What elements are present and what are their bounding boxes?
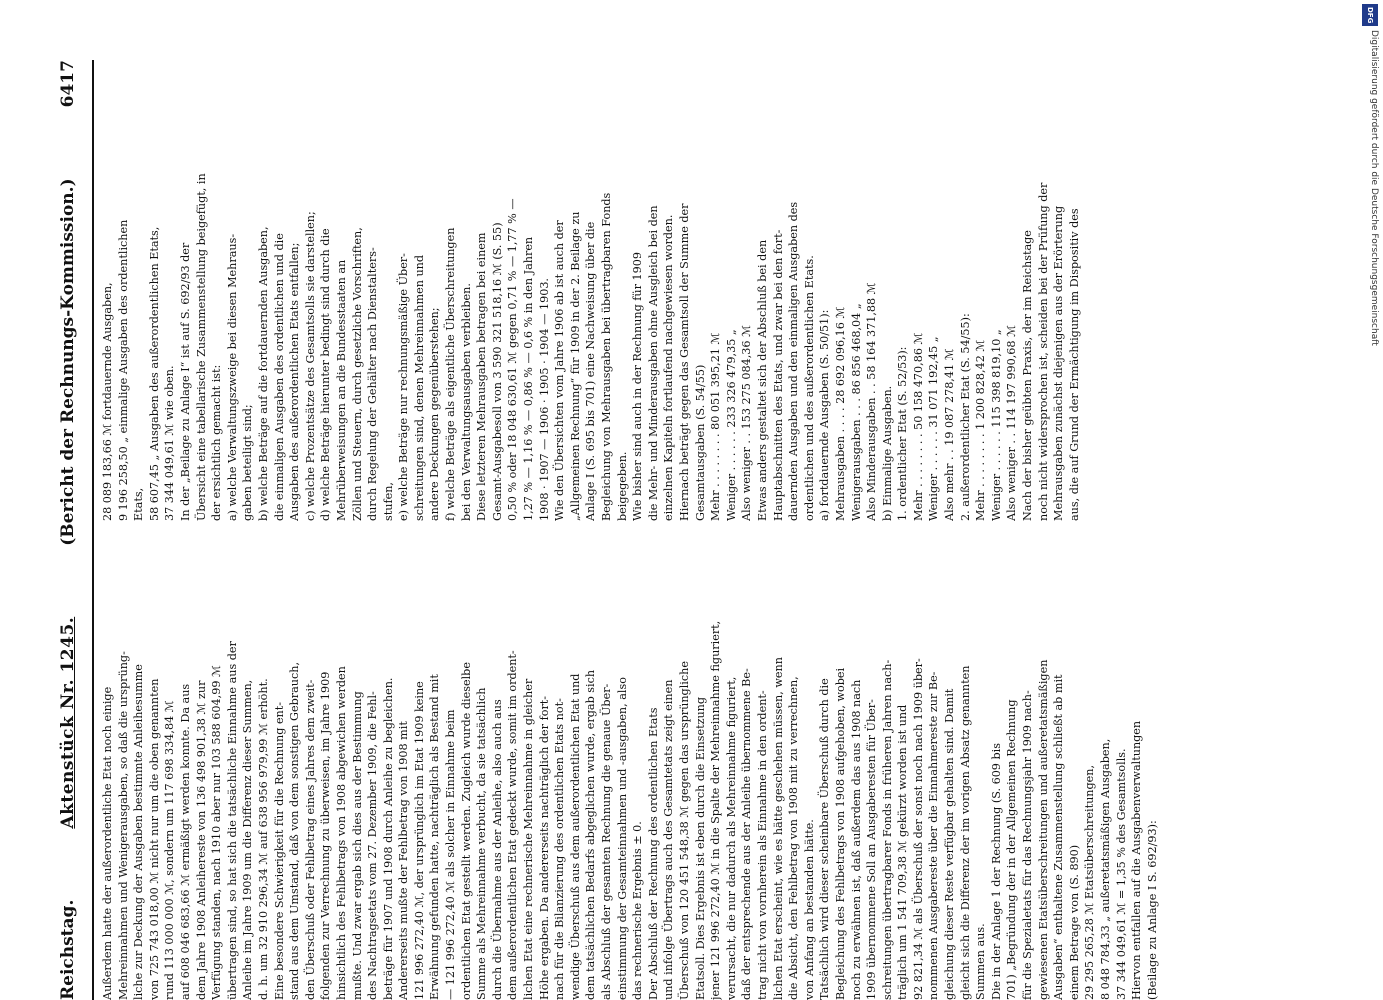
text-line: „Allgemeinen Rechnung“ für 1909 in der 2. Beilage zu bbox=[568, 211, 582, 521]
text-line: b) Einmalige Ausgaben. bbox=[880, 385, 894, 521]
text-line: lichen Etat erscheint, wie es hätte geschehen müssen, wenn bbox=[771, 657, 785, 1000]
page-header bbox=[58, 60, 94, 1000]
text-line: Weniger . . . . . . 31 071 192,45 „ bbox=[927, 336, 941, 521]
text-line: 8 048 784,33 „ außeretatsmäßigen Ausgaben, bbox=[1099, 738, 1112, 1000]
text-line: Anlage I (S. 695 bis 701) eine Nachweisung über die bbox=[584, 221, 598, 521]
text-line: den Überschuß oder Fehlbetrag eines Jahres dem zweit- bbox=[303, 679, 317, 1000]
text-line: wendige Überschuß aus dem außerordentlichen Etat und bbox=[568, 673, 582, 1000]
text-line: rund 113 000 000 ℳ, sondern um 117 698 334,84 ℳ bbox=[163, 700, 177, 1000]
text-line: Eine besondere Schwierigkeit für die Rechnung ent- bbox=[272, 701, 286, 1000]
text-line: einstimmung der Gesamteinnahmen und -ausgaben, also bbox=[615, 677, 629, 1000]
text-line: Wenigerausgaben . . . 86 856 468,04 „ bbox=[849, 303, 863, 521]
header-left: Reichstag. bbox=[58, 899, 78, 1000]
text-line: stand aus dem Umstand, daß von dem sonstigen Gebrauch, bbox=[288, 661, 302, 1000]
text-line: Gesamt-Ausgabesoll von 3 590 321 518,16 ℳ (S. 55) bbox=[490, 222, 504, 521]
text-line: schreitungen übertragbarer Fonds in früheren Jahren nach- bbox=[880, 659, 894, 1000]
text-line: 37 344 049,61 ℳ wie oben. bbox=[163, 365, 177, 521]
text-line: d. h. um 32 910 296,34 ℳ auf 638 956 979,99 ℳ erhöht. bbox=[256, 678, 270, 1000]
page-number: 6417 bbox=[58, 60, 78, 108]
text-line: beigegeben. bbox=[615, 451, 629, 521]
text-line: Wie den Übersichten vom Jahre 1906 ab ist auch der bbox=[553, 220, 567, 521]
text-line: Mehrausgaben zunächst diejenigen aus der Erörterung bbox=[1052, 205, 1066, 521]
text-line: Etatsoll. Dies Ergebnis ist eben durch die Einsetzung bbox=[693, 696, 707, 1000]
text-line: Mehr . . . . . . . . 80 051 395,21 ℳ bbox=[709, 332, 723, 521]
text-line: träglich um 1 541 709,38 ℳ gekürzt worden ist und bbox=[896, 704, 910, 1000]
text-line: noch zu erwähnen ist, daß außerdem das aus 1908 nach bbox=[849, 679, 863, 1000]
text-line: hinsichtlich des Fehlbetrags von 1908 abgewichen werden bbox=[334, 666, 348, 1000]
text-line: folgenden zur Verrechnung zu überweisen, im Jahre 1909 bbox=[319, 671, 333, 1000]
text-line: Summe als Mehreinnahme verbucht, da sie tatsächlich bbox=[475, 687, 489, 1000]
text-line: f) welche Beträge als eigentliche Überschreitungen bbox=[444, 227, 458, 521]
text-line: liche zur Deckung der Ausgaben bestimmte Anleihesumme bbox=[132, 664, 146, 1000]
text-line: Weniger . . . . . . 233 326 479,35 „ bbox=[724, 329, 738, 521]
text-line: 1,27 % — 1,16 % — 0,86 % — 0,6 % in den Jahren bbox=[522, 236, 536, 521]
text-line: Mehrausgaben . . . . 28 692 096,16 ℳ bbox=[833, 306, 847, 521]
text-line: Begleichung von Mehrausgaben bei übertragbaren Fonds bbox=[600, 192, 613, 521]
text-line: 1908 · 1907 — 1906 · 1905 · 1904 — 1903. bbox=[537, 278, 551, 521]
digitization-note: Digitalisierung gefördert durch die Deutsche Forschungsgemeinschaft bbox=[1369, 30, 1379, 346]
text-line: ordentlichen und des außerordentlichen Etats. bbox=[802, 255, 816, 521]
text-line: Hiernach beträgt gegen das Gesamtsoll der Summe der bbox=[677, 203, 691, 521]
text-line: die Mehr- und Minderausgaben ohne Ausgleich bei den bbox=[646, 205, 660, 521]
text-line: ordentlichen Etat gestellt werden. Zugleich wurde dieselbe bbox=[459, 662, 473, 1000]
text-line: Wie bisher sind auch in der Rechnung für 1909 bbox=[631, 251, 645, 521]
text-line: aus, die auf Grund der Ermächtigung im Dispositiv des bbox=[1067, 208, 1081, 521]
text-line: c) welche Prozentsätze des Gesamtsolls sie darstellen; bbox=[303, 211, 317, 521]
text-line: daß der entsprechende aus der Anleihe übernommene Be- bbox=[740, 668, 754, 1000]
text-line: Also weniger . . 153 275 084,36 ℳ bbox=[740, 324, 754, 521]
text-line: Verfügung standen, nach 1910 aber nur 103 588 604,99 ℳ bbox=[210, 665, 224, 1000]
text-line: Übersicht eine tabellarische Zusammenstellung beigefügt, in bbox=[194, 173, 208, 521]
text-line: gewiesenen Etatsüberschreitungen und außeretatsmäßigen bbox=[1036, 659, 1050, 1000]
text-line: 58 607,45 „ Ausgaben des außerordentlichen Etats, bbox=[147, 226, 161, 521]
text-line: 37 344 049,61 ℳ = 1,35 % des Gesamtsolls. bbox=[1114, 748, 1128, 1000]
text-line: 701) „Begründung der in der Allgemeinen Rechnung bbox=[1005, 699, 1019, 1000]
text-line: Ausgaben“ enthaltene Zusammenstellung schließt ab mit bbox=[1052, 674, 1066, 1000]
text-line: andere Deckungen gegenüberstehen; bbox=[428, 307, 442, 521]
text-line: nommenen Ausgabereste über die Einnahmereste zur Be- bbox=[927, 671, 941, 1000]
text-line: die Absicht, den Fehlbetrag von 1908 mit zu verrechnen, bbox=[787, 676, 801, 1000]
text-line: dem tatsächlichen Bedarfs abgeglichen wurde, ergab sich bbox=[584, 669, 598, 1000]
text-line: verursacht, die nur dadurch als Mehreinnahme figuriert, bbox=[724, 676, 738, 1000]
text-line: Der Abschluß der Rechnung des ordentlichen Etats bbox=[646, 707, 660, 1000]
text-line: 29 295 265,28 ℳ Etatsüberschreitungen, bbox=[1083, 764, 1097, 1000]
text-line: d) welche Beträge hierunter bedingt sind durch die bbox=[319, 228, 333, 521]
text-line: lichen Etat eine rechnerische Mehreinnahme in gleicher bbox=[522, 678, 536, 1000]
text-line: trag nicht von vornherein als Einnahme in den ordent- bbox=[755, 690, 769, 1000]
text-line: nach für die Bilanzierung des ordentlichen Etats not- bbox=[553, 698, 567, 1000]
text-line: Erwähnung gefunden hatte, nachträglich als Bestand mit bbox=[428, 674, 442, 1000]
text-line: 1909 übernommene Soll an Ausgaberesten für Über- bbox=[865, 699, 879, 1000]
text-line: die einmaligen Ausgaben des ordentlichen und die bbox=[272, 233, 286, 521]
text-line: einzelnen Kapiteln fortlaufend nachgewiesen worden. bbox=[662, 214, 676, 521]
text-line: von Anfang an bestanden hätte. bbox=[802, 819, 816, 1000]
text-line: 2. außerordentlicher Etat (S. 54/55): bbox=[958, 313, 972, 521]
text-line: Ausgaben des außerordentlichen Etats entfallen; bbox=[288, 242, 302, 521]
text-line: bei den Verwaltungsausgaben verbleiben. bbox=[459, 283, 473, 521]
text-line: Also weniger . . 114 197 990,68 ℳ bbox=[1005, 324, 1019, 521]
text-line: Hauptabschnitten des Etats, und zwar bei den fort- bbox=[771, 229, 785, 521]
text-line: Also Minderausgaben . . 58 164 371,88 ℳ bbox=[865, 282, 879, 521]
text-line: des Nachtragsetats vom 27. Dezember 1909, die Fehl- bbox=[366, 691, 380, 1000]
text-line: e) welche Beträge nur rechnungsmäßige Über- bbox=[397, 253, 411, 521]
text-line: Hiervon entfallen auf die Ausgabenverwaltungen bbox=[1130, 720, 1144, 1000]
text-line: jener 121 996 272,40 ℳ in die Spalte der Mehreinnahme figuriert, bbox=[709, 620, 723, 1000]
text-line: Außerdem hatte der außerordentliche Etat noch einige bbox=[101, 686, 114, 1000]
text-line: Überschuß von 120 451 548,38 ℳ gegen das ursprüngliche bbox=[677, 661, 691, 1000]
text-line: Mehr . . . . . . . . 1 200 828,42 ℳ bbox=[974, 339, 988, 521]
text-line: das rechnerische Ergebnis ± 0. bbox=[631, 821, 645, 1000]
header-right: (Bericht der Rechnungs-Kommission.) bbox=[58, 178, 78, 546]
rotated-page bbox=[58, 60, 1338, 1000]
text-line: Nach der bisher geübten Praxis, der im Reichstage bbox=[1021, 230, 1035, 521]
text-line: Mehr . . . . . . . . 50 158 470,86 ℳ bbox=[911, 332, 925, 521]
text-line: einem Betrage von (S. 890) bbox=[1067, 844, 1081, 1000]
text-line: Mehreinnahmen und Wenigerausgaben, so daß die ursprüng- bbox=[116, 651, 130, 1000]
text-line: durch Regelung der Gehälter nach Dienstalters- bbox=[366, 247, 380, 521]
text-line: a) fortdauernde Ausgaben (S. 50/51): bbox=[818, 309, 832, 521]
text-line: Also mehr . . 19 087 278,41 ℳ bbox=[943, 348, 957, 521]
text-line: Begleichung des Fehlbetrags von 1908 aufgehoben, wobei bbox=[833, 667, 847, 1000]
text-line: dem Jahre 1908 Anleihereste von 136 498 901,38 ℳ zur bbox=[194, 680, 208, 1000]
text-line: Weniger . . . . . . 115 398 819,10 „ bbox=[989, 329, 1003, 521]
text-line: 9 196 258,50 „ einmalige Ausgaben des ordentlichen bbox=[116, 219, 130, 521]
text-line: Höhe ergaben. Da andererseits nachträglich der fort- bbox=[537, 695, 551, 1000]
text-line: stufen, bbox=[381, 482, 395, 521]
text-column-right bbox=[100, 60, 1320, 521]
text-line: von 725 743 018,00 ℳ nicht nur um die oben genannten bbox=[147, 678, 161, 1000]
text-line: als Abschluß der gesamten Rechnung die genaue Über- bbox=[600, 683, 613, 1000]
text-line: a) welche Verwaltungszweige bei diesen Mehraus- bbox=[225, 233, 239, 521]
dfg-logo: DFG bbox=[1362, 4, 1378, 26]
text-line: Gesamtausgaben (S. 54/55) bbox=[693, 364, 707, 521]
text-line: 0,50 % oder 18 048 630,61 ℳ gegen 0,71 % — 1,77 % — bbox=[506, 198, 520, 521]
text-line: 92 821,34 ℳ als Überschuß der sonst noch nach 1909 über- bbox=[911, 658, 925, 1000]
text-line: — 121 996 272,40 ℳ als solcher in Einnahme beim bbox=[444, 709, 458, 1000]
text-line: mußte. Und zwar ergab sich dies aus der Bestimmung bbox=[350, 691, 364, 1000]
text-line: Mehrüberweisungen an die Bundesstaaten an bbox=[334, 259, 348, 521]
text-column-left bbox=[100, 539, 1320, 1000]
text-line: Etwas anders gestaltet sich der Abschluß bei den bbox=[755, 239, 769, 521]
text-line: 28 089 183,66 ℳ fortdauernde Ausgaben, bbox=[101, 282, 114, 521]
text-line: schreitungen sind, denen Mehreinnahmen und bbox=[412, 254, 426, 521]
text-line: Diese letzteren Mehrausgaben betragen bei einem bbox=[475, 232, 489, 521]
text-line: der ersichtlich gemacht ist: bbox=[210, 364, 224, 521]
text-line: Tatsächlich wird dieser scheinbare Überschuß durch die bbox=[818, 678, 832, 1000]
text-line: übertragen sind, so hat sich die tatsächliche Einnahme aus der bbox=[225, 641, 239, 1000]
header-title: Aktenstück Nr. 1245. bbox=[58, 616, 78, 829]
text-line: gaben beteiligt sind; bbox=[241, 404, 255, 521]
text-line: (Beilage zu Anlage I S. 692/93): bbox=[1145, 820, 1159, 1000]
text-line: Zöllen und Steuern, durch gesetzliche Vorschriften, bbox=[350, 227, 364, 521]
text-line: für die Spezialetats für das Rechnungsjahr 1909 nach- bbox=[1021, 690, 1035, 1000]
text-line: auf 608 046 683,66 ℳ ermäßigt werden konnte. Da aus bbox=[178, 683, 192, 1000]
text-line: gleicht sich die Differenz der im vorigen Absatz genannten bbox=[958, 665, 972, 1000]
text-line: dem außerordentlichen Etat gedeckt wurde, somit im ordent- bbox=[506, 650, 520, 1000]
text-line: 121 996 272,40 ℳ, der ursprünglich im Etat 1909 keine bbox=[412, 681, 426, 1000]
text-line: dauernden Ausgaben und den einmaligen Ausgaben des bbox=[787, 201, 801, 521]
text-line: 1. ordentlicher Etat (S. 52/53): bbox=[896, 346, 910, 521]
text-line: Anleihe im Jahre 1909 um die Differenz dieser Summen, bbox=[241, 679, 255, 1000]
text-line: noch nicht widersprochen ist, scheiden bei der Prüfung der bbox=[1036, 182, 1050, 521]
text-line: Die in der Anlage 1 der Rechnung (S. 609 bis bbox=[989, 743, 1003, 1000]
text-line: durch die Übernahme aus der Anleihe, also auch aus bbox=[490, 699, 504, 1000]
text-line: Etats, bbox=[132, 487, 146, 521]
text-line: b) welche Beträge auf die fortdauernden Ausgaben, bbox=[256, 226, 270, 521]
text-line: und infolge Übertrags auch des Gesamtetats zeigt einen bbox=[662, 679, 676, 1000]
text-line: Summen aus. bbox=[974, 923, 988, 1000]
text-line: beträge für 1907 und 1908 durch Anleihe zu begleichen. bbox=[381, 677, 395, 1000]
text-line: gleichung dieser Reste verfügbar gehalten sind. Damit bbox=[943, 688, 957, 1000]
text-line: Andererseits mußte der Fehlbetrag von 1908 mit bbox=[397, 721, 411, 1000]
text-line: In der „Beilage zu Anlage I“ ist auf S. 692/93 der bbox=[178, 242, 192, 521]
